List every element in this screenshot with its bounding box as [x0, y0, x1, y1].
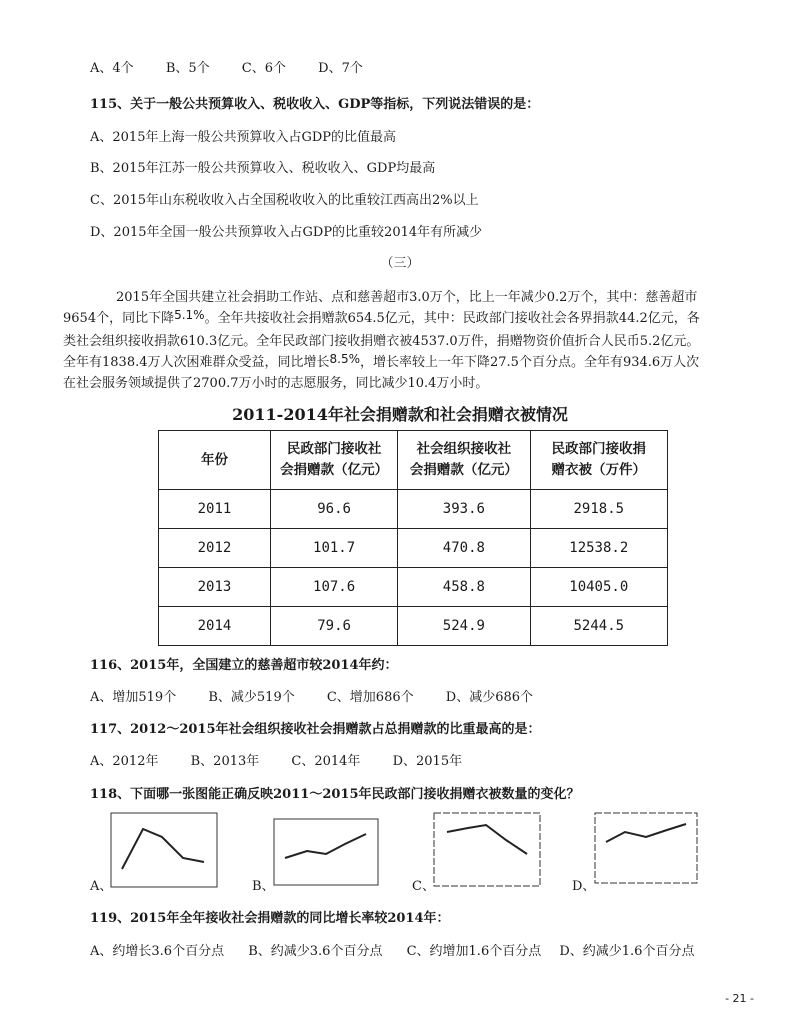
q118-label-b: B、 [252, 879, 275, 894]
header-civil-affairs-funds [270, 431, 397, 490]
table-row [159, 490, 668, 529]
chart-frame [274, 819, 378, 885]
cell-social-org-funds: 393.6 [398, 490, 530, 529]
cell-civil-affairs-funds: 101.7 [270, 529, 397, 568]
header-clothing [530, 431, 667, 490]
cell-year: 2011 [159, 490, 271, 529]
chart-frame [434, 813, 540, 886]
cell-clothing: 5244.5 [530, 607, 667, 646]
passage-text-1: 2015年全国共建立社会捐助工作站、点和慈善超市3.0万个，比上一年减少0.2万个，其中：慈善超市 [116, 290, 698, 305]
q119-option-b: B、约减少3.6个百分点 [248, 944, 383, 959]
q115-option-d: D、2015年全国一般公共预算收入占GDP的比重较2014年有所减少 [90, 225, 483, 240]
q118-label-c: C、 [412, 879, 435, 894]
donation-table [158, 430, 668, 646]
passage-line-1 [90, 286, 697, 305]
q114-option-d: D、7个 [318, 61, 363, 76]
q115-stem: 115、关于一般公共预算收入、税收收入、GDP等指标，下列说法错误的是： [90, 97, 540, 112]
header-clothing-l1: 民政部门接收捐 [551, 441, 647, 457]
cell-year: 2014 [159, 607, 271, 646]
header-social-org-funds-l1: 社会组织接收社 [416, 441, 512, 457]
cell-civil-affairs-funds: 107.6 [270, 568, 397, 607]
passage-line-3: 类社会组织接收捐款610.3亿元。全年民政部门接收捐赠衣被4537.0万件，捐赠物资价值折合人民币5.2亿元。 [63, 334, 700, 349]
cell-civil-affairs-funds: 96.6 [270, 490, 397, 529]
table-row [159, 529, 668, 568]
q118-label-d: D、 [572, 879, 596, 894]
passage-line-2 [63, 307, 700, 326]
page-number: - 21 - [725, 992, 754, 1005]
chart-frame [111, 813, 217, 887]
header-social-org-funds-l2: 会捐赠款（亿元） [409, 462, 518, 478]
cell-social-org-funds: 458.8 [398, 568, 530, 607]
chart-line [122, 829, 204, 869]
cell-year: 2012 [159, 529, 271, 568]
q117-options [90, 750, 490, 769]
q116-option-d: D、减少686个 [445, 690, 534, 705]
q116-options [90, 686, 561, 705]
q117-option-d: D、2015年 [392, 754, 463, 769]
header-civil-affairs-funds-l2: 会捐赠款（亿元） [280, 462, 389, 478]
q116-option-b: B、减少519个 [208, 690, 295, 705]
passage-text-2b: 。全年共接收社会捐赠款654.5亿元，其中：民政部门接收社会各界捐款44.2亿元，各 [204, 311, 700, 326]
chart-line [606, 824, 686, 842]
passage-line-5: 在社会服务领域提供了2700.7万小时的志愿服务，同比减少10.4万小时。 [63, 376, 489, 391]
table-row [159, 568, 668, 607]
q118-chart-b [273, 818, 379, 886]
q119-option-d: D、约减少1.6个百分点 [559, 944, 695, 959]
q114-option-c: C、6个 [241, 61, 286, 76]
cell-year: 2013 [159, 568, 271, 607]
q114-option-a: A、4个 [90, 61, 134, 76]
q115-option-a: A、2015年上海一般公共预算收入占GDP的比值最高 [90, 130, 397, 145]
q118-stem: 118、下面哪一张图能正确反映2011～2015年民政部门接收捐赠衣被数量的变化？ [90, 787, 580, 802]
q118-chart-d [594, 812, 698, 884]
cell-civil-affairs-funds: 79.6 [270, 607, 397, 646]
q116-stem: 116、2015年，全国建立的慈善超市较2014年约： [90, 658, 398, 673]
passage-line-4 [63, 351, 699, 370]
passage-text-4b: ，增长率较上一年下降27.5个百分点。全年有934.6万人次 [360, 355, 700, 370]
table-title: 2011-2014年社会捐赠款和社会捐赠衣被情况 [232, 405, 568, 424]
q114-options [90, 57, 391, 76]
q116-option-c: C、增加686个 [326, 690, 414, 705]
chart-line [285, 834, 366, 858]
chart-frame [595, 813, 697, 883]
q117-option-b: B、2013年 [190, 754, 260, 769]
passage-pct-1: 5.1% [174, 308, 205, 322]
section-heading: （三） [380, 256, 420, 271]
passage-text-2a: 9654个，同比下降 [63, 311, 175, 326]
q119-stem: 119、2015年全年接收社会捐赠款的同比增长率较2014年： [90, 911, 450, 926]
q116-option-a: A、增加519个 [90, 690, 177, 705]
header-civil-affairs-funds-l1: 民政部门接收社 [286, 441, 382, 457]
q117-option-a: A、2012年 [90, 754, 159, 769]
header-year [159, 431, 271, 490]
cell-clothing: 10405.0 [530, 568, 667, 607]
q117-stem: 117、2012～2015年社会组织接收社会捐赠款占总捐赠款的比重最高的是： [90, 722, 541, 737]
chart-line [447, 825, 527, 854]
q115-option-b: B、2015年江苏一般公共预算收入、税收收入、GDP均最高 [90, 161, 436, 176]
cell-social-org-funds: 470.8 [398, 529, 530, 568]
q114-option-b: B、5个 [165, 61, 210, 76]
header-year-label: 年份 [200, 451, 228, 468]
passage-text-4a: 全年有1838.4万人次困难群众受益，同比增长 [63, 355, 330, 370]
q118-label-a: A、 [90, 879, 113, 894]
q115-option-c: C、2015年山东税收收入占全国税收收入的比重较江西高出2%以上 [90, 193, 479, 208]
q118-chart-c [433, 812, 541, 887]
header-social-org-funds [398, 431, 530, 490]
q119-options [90, 940, 694, 959]
table-row [159, 607, 668, 646]
q118-chart-a [110, 812, 218, 888]
q117-option-c: C、2014年 [291, 754, 361, 769]
cell-clothing: 2918.5 [530, 490, 667, 529]
passage-pct-2: 8.5% [329, 352, 360, 366]
q119-option-a: A、约增长3.6个百分点 [90, 944, 225, 959]
q119-option-c: C、约增加1.6个百分点 [406, 944, 542, 959]
header-clothing-l2: 赠衣被（万件） [551, 462, 647, 478]
cell-clothing: 12538.2 [530, 529, 667, 568]
table-header-row [159, 431, 668, 490]
cell-social-org-funds: 524.9 [398, 607, 530, 646]
